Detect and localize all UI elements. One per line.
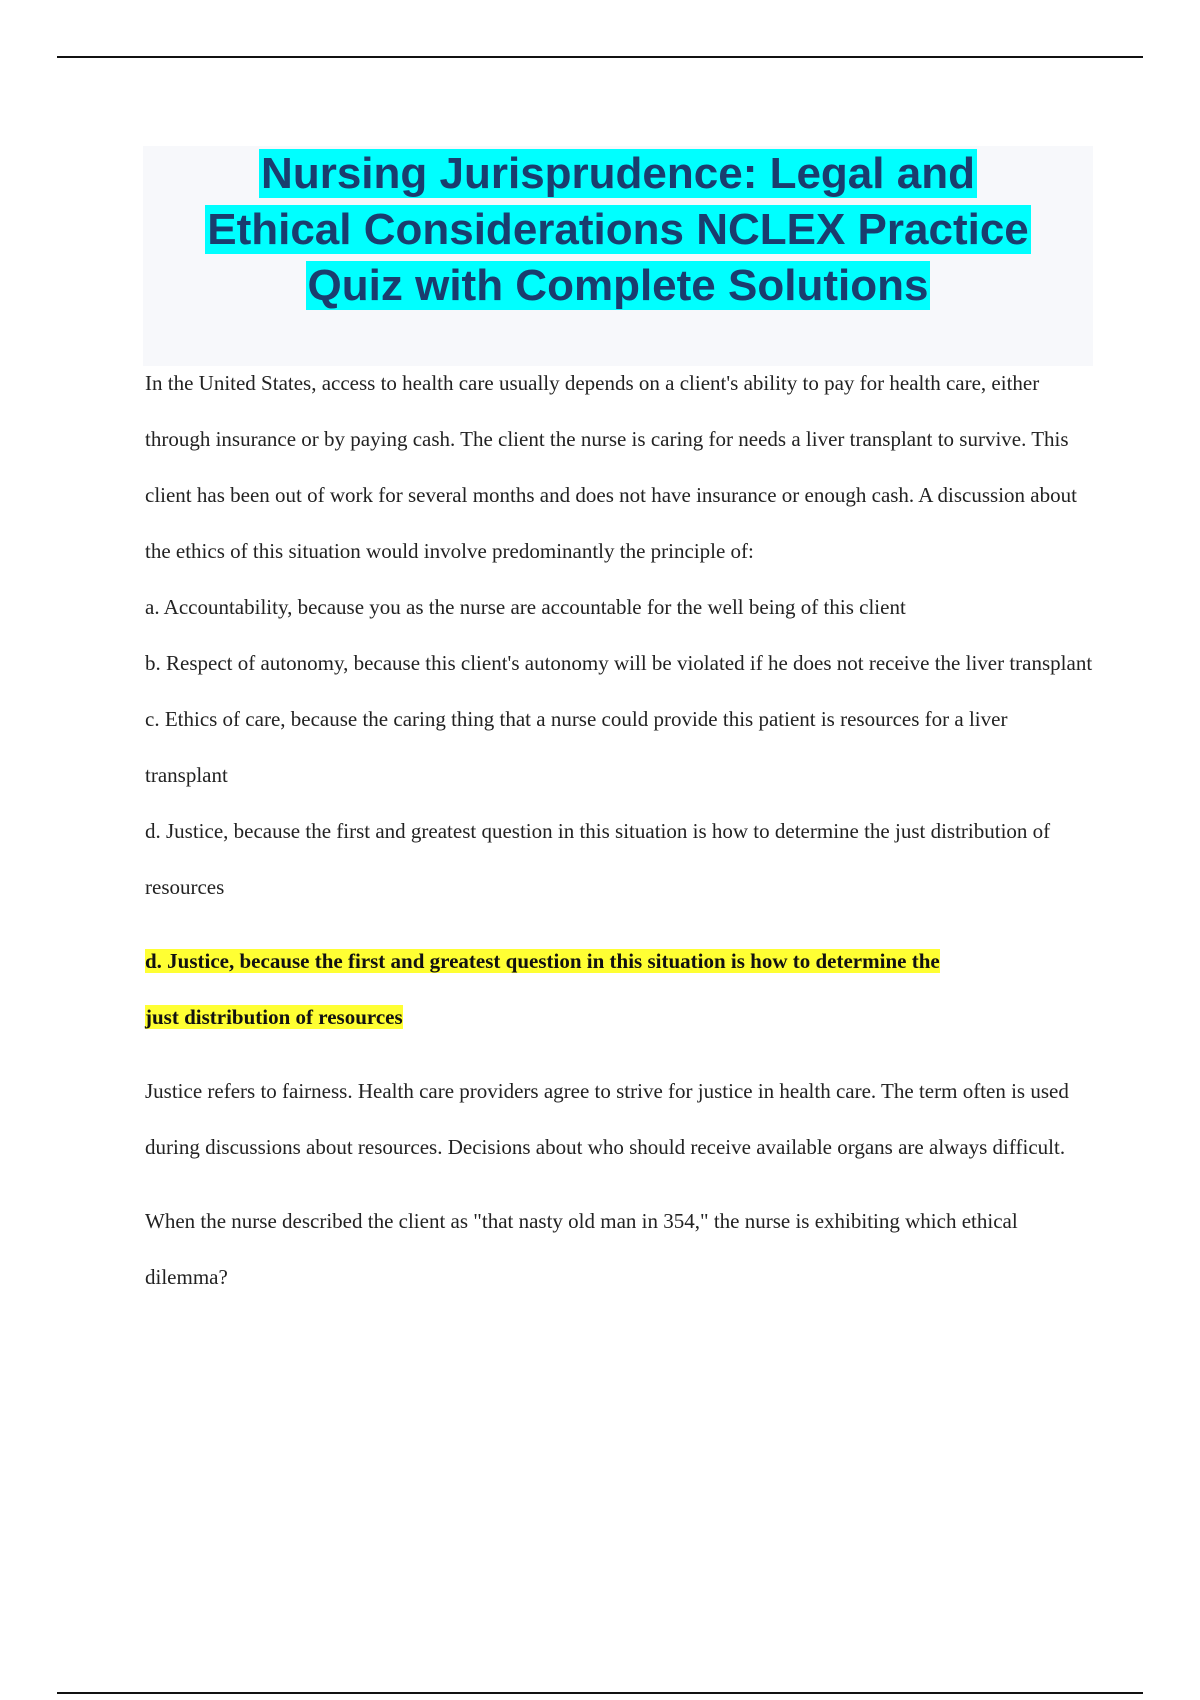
title-line-1: Nursing Jurisprudence: Legal and [261,149,975,198]
option-a: a. Accountability, because you as the nurse are accountable for the well being of this client [145,595,906,619]
question-2-stem: When the nurse described the client as "that nasty old man in 354," the nurse is exhibiting which ethical dilemma? [145,1209,1018,1289]
top-rule [57,56,1143,58]
title-line-3: Quiz with Complete Solutions [307,261,929,310]
correct-answer-line-1: d. Justice, because the first and greatest question in this situation is how to determine the [145,949,940,973]
title-block [143,146,1093,366]
question-1-stem: In the United States, access to health care usually depends on a client's ability to pay for health care, either through insurance or by paying cash. The client the nurse is caring for needs a liver transplant to survive. This client has been out of work for several months and does not have insurance or enough cash. A discussion about the ethics of this situation would involve predominantly the principle of: [145,371,1077,563]
correct-answer-line-2: just distribution of resources [145,1005,403,1029]
document-title [143,146,1093,314]
option-c: c. Ethics of care, because the caring thing that a nurse could provide this patient is resources for a liver transplant [145,707,1008,787]
bottom-rule [57,1692,1143,1694]
correct-answer [145,933,1095,1045]
option-d: d. Justice, because the first and greatest question in this situation is how to determine the just distribution of resources [145,819,1051,899]
title-line-2: Ethical Considerations NCLEX Practice [207,205,1029,254]
option-b: b. Respect of autonomy, because this client's autonomy will be violated if he does not receive the liver transplant [145,651,1093,675]
document-body [145,355,1095,1305]
rationale: Justice refers to fairness. Health care providers agree to strive for justice in health care. The term often is used during discussions about resources. Decisions about who should receive available organs are always difficult. [145,1079,1069,1159]
